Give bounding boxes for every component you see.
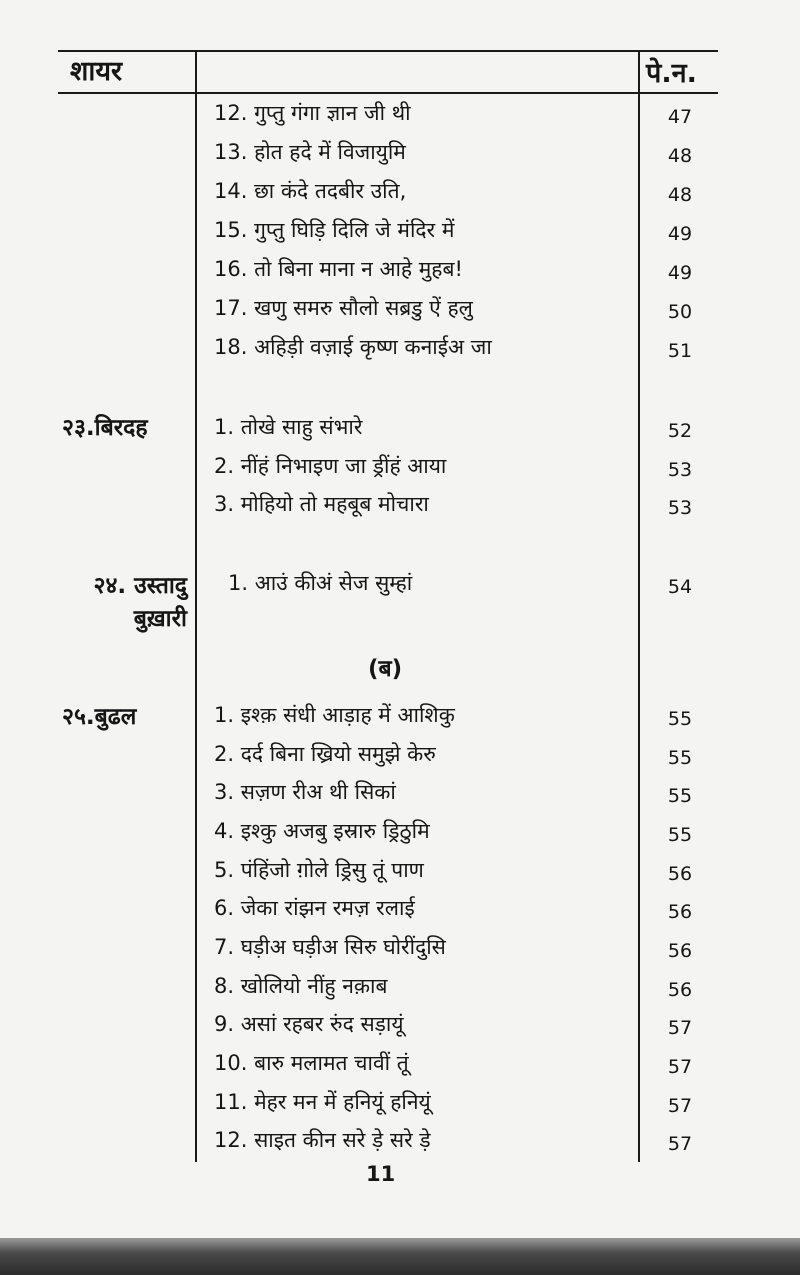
toc-entry-page: 51 (667, 340, 693, 362)
toc-entry-page: 48 (667, 145, 693, 167)
poet-name: २३.बिरदह (62, 415, 148, 441)
toc-entry-title: 8. खोलियो नींहु नक़ाब (214, 974, 388, 998)
poet-name: २४. उस्तादु बुख़ारी (93, 573, 187, 633)
toc-entry-page: 55 (667, 785, 693, 807)
toc-entry-page: 53 (667, 459, 693, 481)
toc-entry-page: 55 (667, 708, 693, 730)
toc-entry-title: 1. तोखे साहु संभारे (214, 415, 363, 439)
toc-entry-title: 15. गुप्तु घिड़ि दिलि जे मंदिर में (214, 218, 455, 242)
toc-entry-page: 57 (667, 1095, 693, 1117)
toc-entry-title: 12. साइत कीन सरे ड़े सरे ड़े (214, 1128, 431, 1152)
toc-entry-page: 56 (667, 940, 693, 962)
toc-entry-page: 53 (667, 497, 693, 519)
toc-entry-page: 49 (667, 223, 693, 245)
toc-entry-title: 1. आउं कीअं सेज सुम्हां (228, 571, 413, 595)
toc-entry-title: 5. पंहिंजो ग़ोले ड्रिसु तूं पाण (214, 858, 424, 882)
toc-entry-page: 56 (667, 863, 693, 885)
toc-entry-title: 12. गुप्तु गंगा ज्ञान जी थी (214, 101, 411, 125)
toc-entry-title: 10. बारु मलामत चावीं तूं (214, 1051, 409, 1075)
toc-entry-page: 56 (667, 979, 693, 1001)
toc-entry-page: 55 (667, 824, 693, 846)
toc-entry-title: 18. अहिड़ी वज़ाई कृष्ण कनाईअ जा (214, 335, 492, 359)
table-header-rule (58, 92, 718, 94)
toc-entry-page: 57 (667, 1056, 693, 1078)
toc-entry-page: 48 (667, 184, 693, 206)
page-bottom-shadow (0, 1238, 800, 1275)
header-page-column: पे.न. (646, 58, 697, 89)
toc-entry-title: 2. नींहं निभाइण जा ड्रींहं आया (214, 454, 447, 478)
toc-entry-title: 6. जेका रांझन रमज़ रलाई (214, 896, 415, 920)
toc-entry-page: 56 (667, 901, 693, 923)
toc-entry-page: 57 (667, 1133, 693, 1155)
section-letter-heading: (ब) (368, 656, 403, 682)
toc-entry-page: 52 (667, 420, 693, 442)
toc-entry-page: 49 (667, 262, 693, 284)
toc-entry-page: 47 (667, 106, 693, 128)
poet-name: २५.बुढल (62, 704, 137, 730)
table-divider-right (638, 50, 640, 1162)
toc-entry-page: 55 (667, 747, 693, 769)
toc-entry-title: 7. घड़ीअ घड़ीअ सिरु घोरींदुसि (214, 935, 446, 959)
toc-entry-page: 57 (667, 1017, 693, 1039)
toc-entry-title: 13. होत हदे में विजायुमि (214, 140, 406, 164)
toc-entry-title: 14. छा कंदे तदबीर उति, (214, 179, 407, 203)
page-number: 11 (366, 1162, 396, 1186)
toc-entry-title: 1. इश्क़ संधी आड़ाह में आशिकु (214, 703, 455, 727)
table-top-rule (58, 50, 718, 52)
header-poet-column: शायर (70, 56, 123, 87)
toc-entry-title: 3. मोहियो तो महबूब मोचारा (214, 492, 429, 516)
toc-entry-title: 16. तो बिना माना न आहे मुहब! (214, 257, 463, 281)
toc-entry-title: 2. दर्द बिना ख्रियो समुझे केरु (214, 742, 436, 766)
toc-entry-page: 50 (667, 301, 693, 323)
toc-entry-page: 54 (667, 576, 693, 598)
toc-entry-title: 11. मेहर मन में हनियूं हनियूं (214, 1090, 431, 1114)
toc-entry-title: 4. इश्कु अजबु इस्रारु ड्रिठुमि (214, 819, 430, 843)
toc-entry-title: 3. सज़ण रीअ थी सिकां (214, 780, 396, 804)
toc-entry-title: 17. खणु समरु सौलो सब्रडु ऐं हलु (214, 296, 473, 320)
table-divider-left (195, 50, 197, 1162)
toc-entry-title: 9. असां रहबर रुंद सड़ायूं (214, 1012, 404, 1036)
